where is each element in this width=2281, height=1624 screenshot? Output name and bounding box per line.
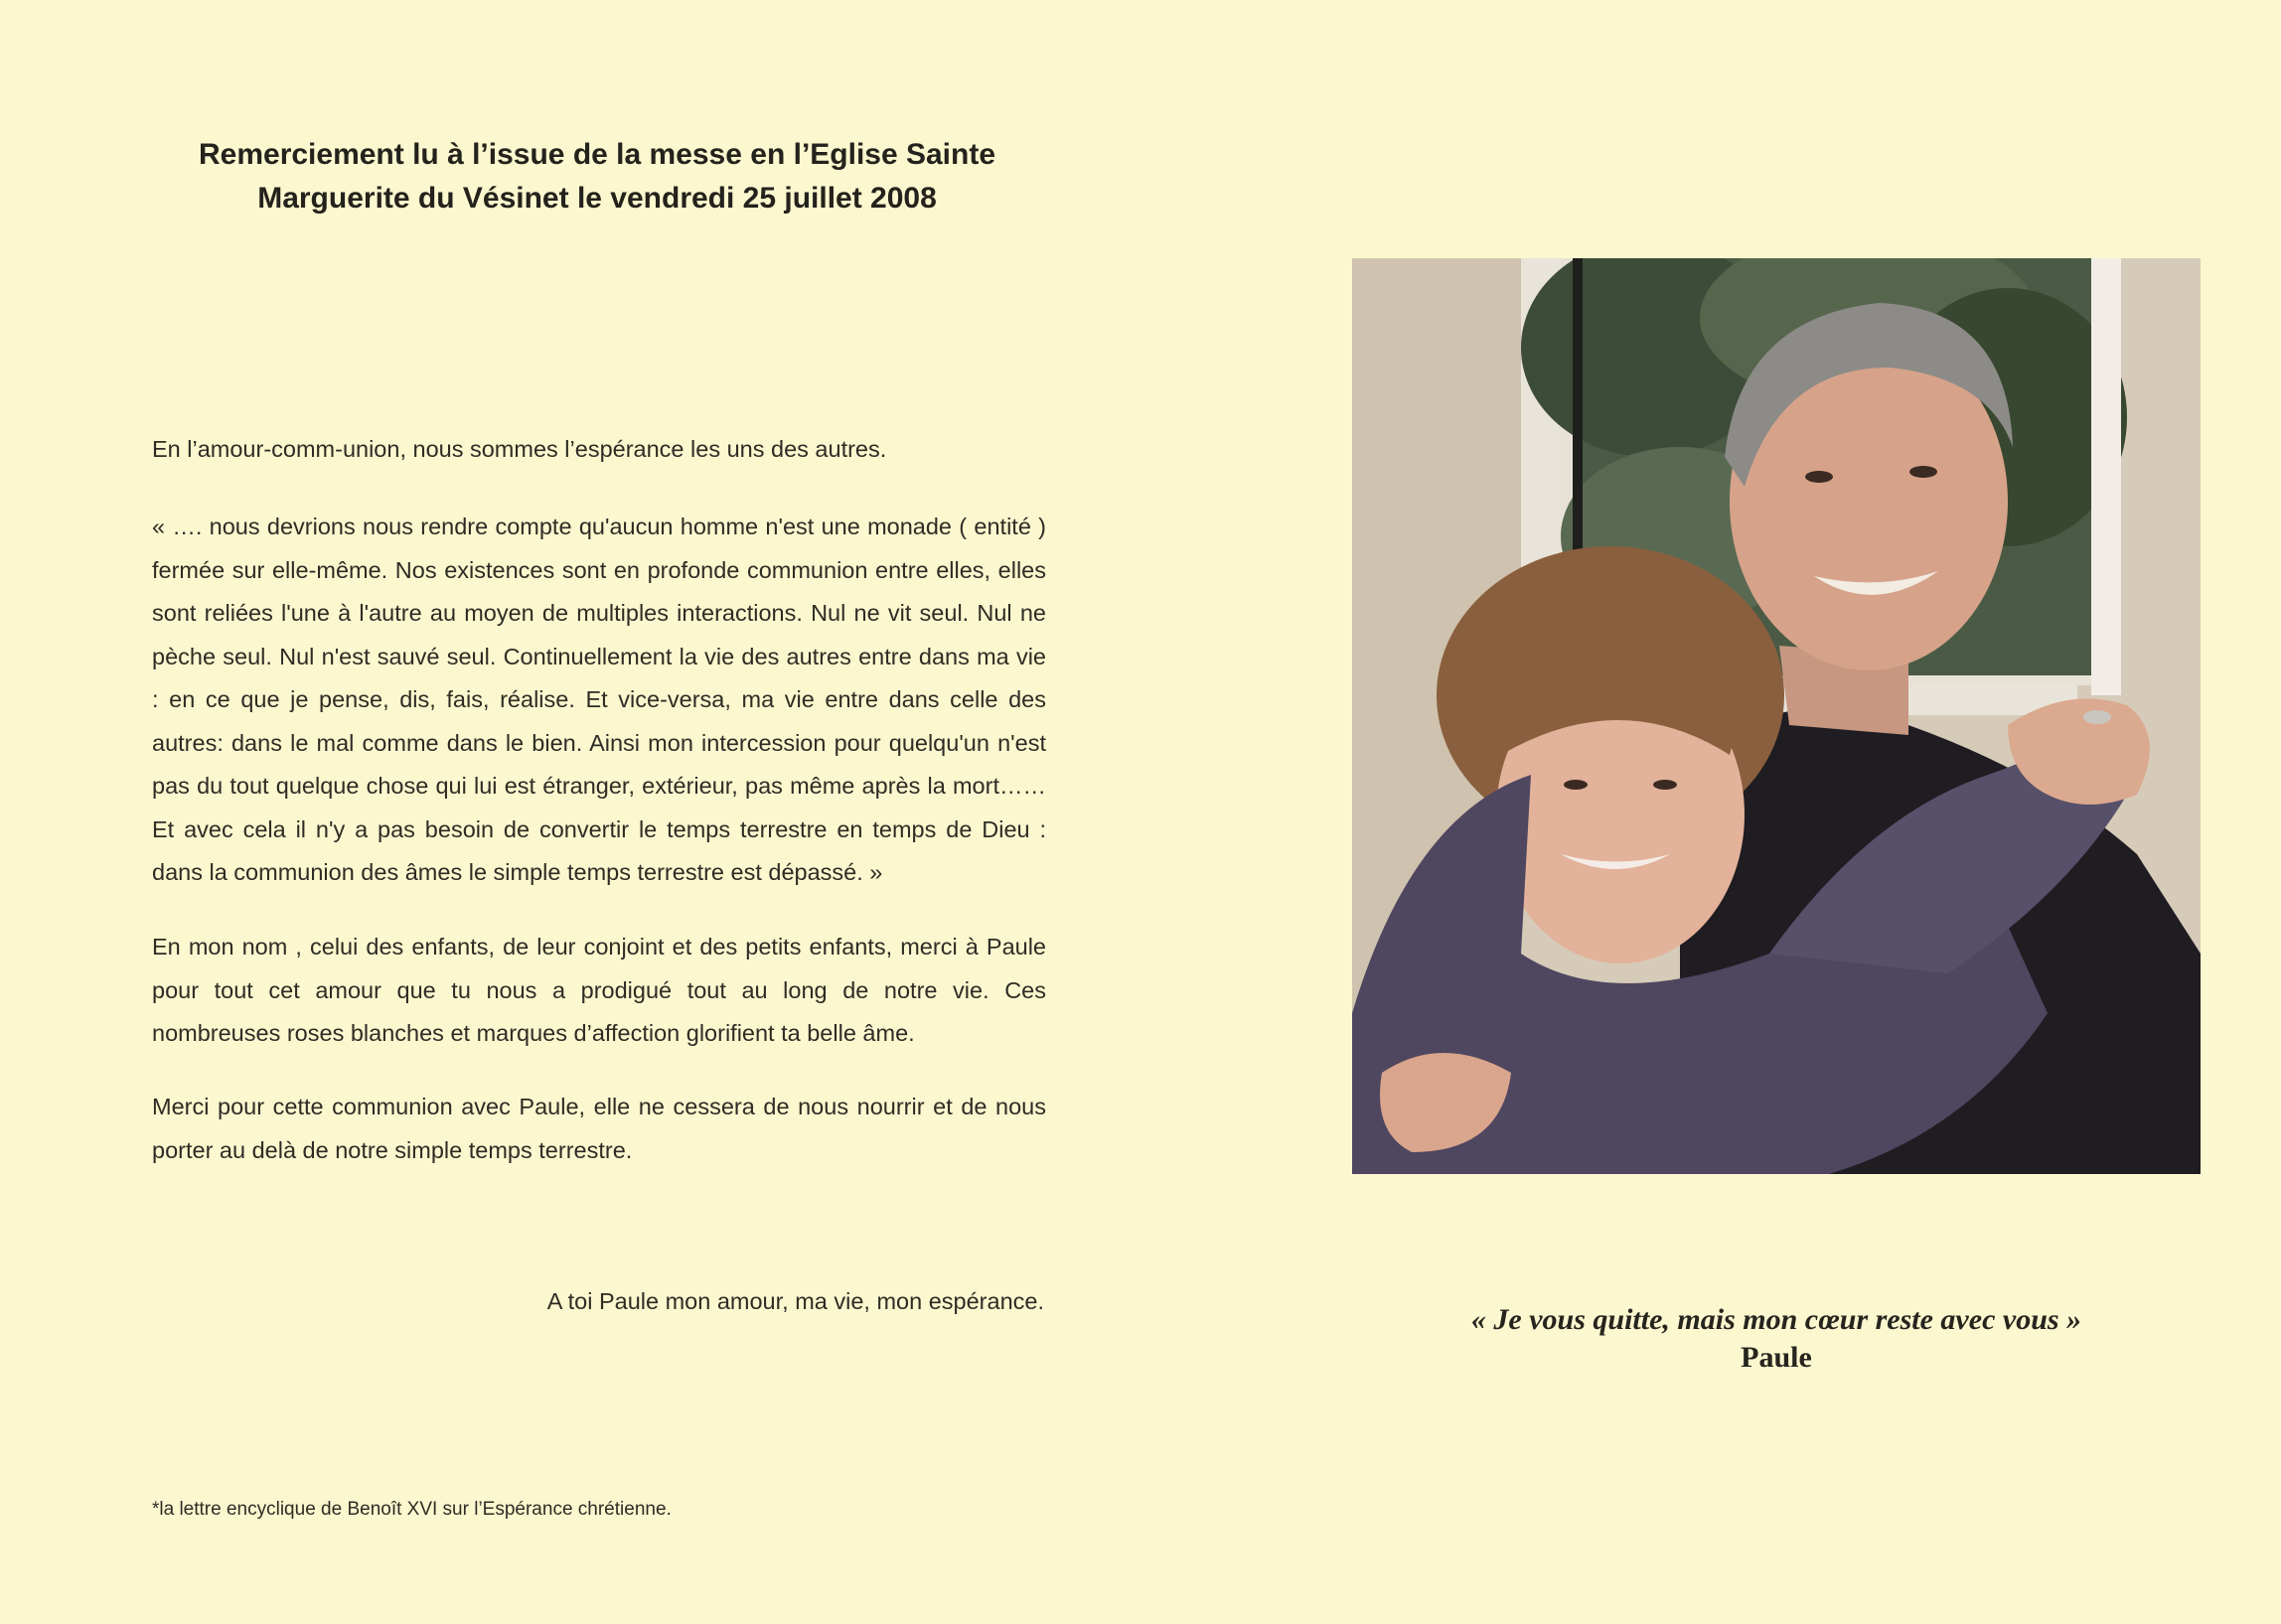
title-line-2: Marguerite du Vésinet le vendredi 25 juillet 2008 [257,182,937,215]
page-title [149,133,1045,221]
footnote: *la lettre encyclique de Benoît XVI sur l’Espérance chrétienne. [152,1499,672,1520]
caption-quote: « Je vous quitte, mais mon cœur reste avec vous » [1470,1303,2082,1336]
title-line-1: Remerciement lu à l’issue de la messe en l’Eglise Sainte [198,138,996,171]
couple-photo [1352,258,2201,1174]
merci-paragraph: Merci pour cette communion avec Paule, elle ne cessera de nous nourrir et de nous porter au delà de notre simple temps terrestre. [152,1094,1046,1163]
encyclical-quote-paragraph: « …. nous devrions nous rendre compte qu'aucun homme n'est une monade ( entité ) fermée sur elle-même. Nos existences sont en profonde communion entre elles, elles sont reliées l'une à l'autre au moyen de multiples interactions. Nul ne vit seul. Nul ne pèche seul. Nul n'est sauvé seul. Continuellement la vie des autres entre dans ma vie : en ce que je pense, dis, fais, réalise. Et vice-versa, ma vie entre dans celle des autres: dans le mal comme dans le bien. Ainsi mon intercession pour quelqu'un n'est pas du tout quelque chose qui lui est étranger, extérieur, pas même après la mort…… Et avec cela il n'y a pas besoin de convertir le temps terrestre en temps de Dieu : dans la communion des âmes le simple temps terrestre est dépassé. » [152,514,1046,885]
thanks-paragraph: En mon nom , celui des enfants, de leur conjoint et des petits enfants, merci à Paule pour tout cet amour que tu nous a prodigué tout au long de notre vie. Ces nombreuses roses blanches et marques d’affection glorifient ta belle âme. [152,934,1046,1046]
closing-line: A toi Paule mon amour, ma vie, mon espérance. [546,1288,1044,1314]
intro-paragraph: En l’amour-comm-union, nous sommes l’espérance les uns des autres. [152,436,887,462]
caption-signature: Paule [1741,1341,1812,1374]
photo-caption [1352,1301,2201,1377]
